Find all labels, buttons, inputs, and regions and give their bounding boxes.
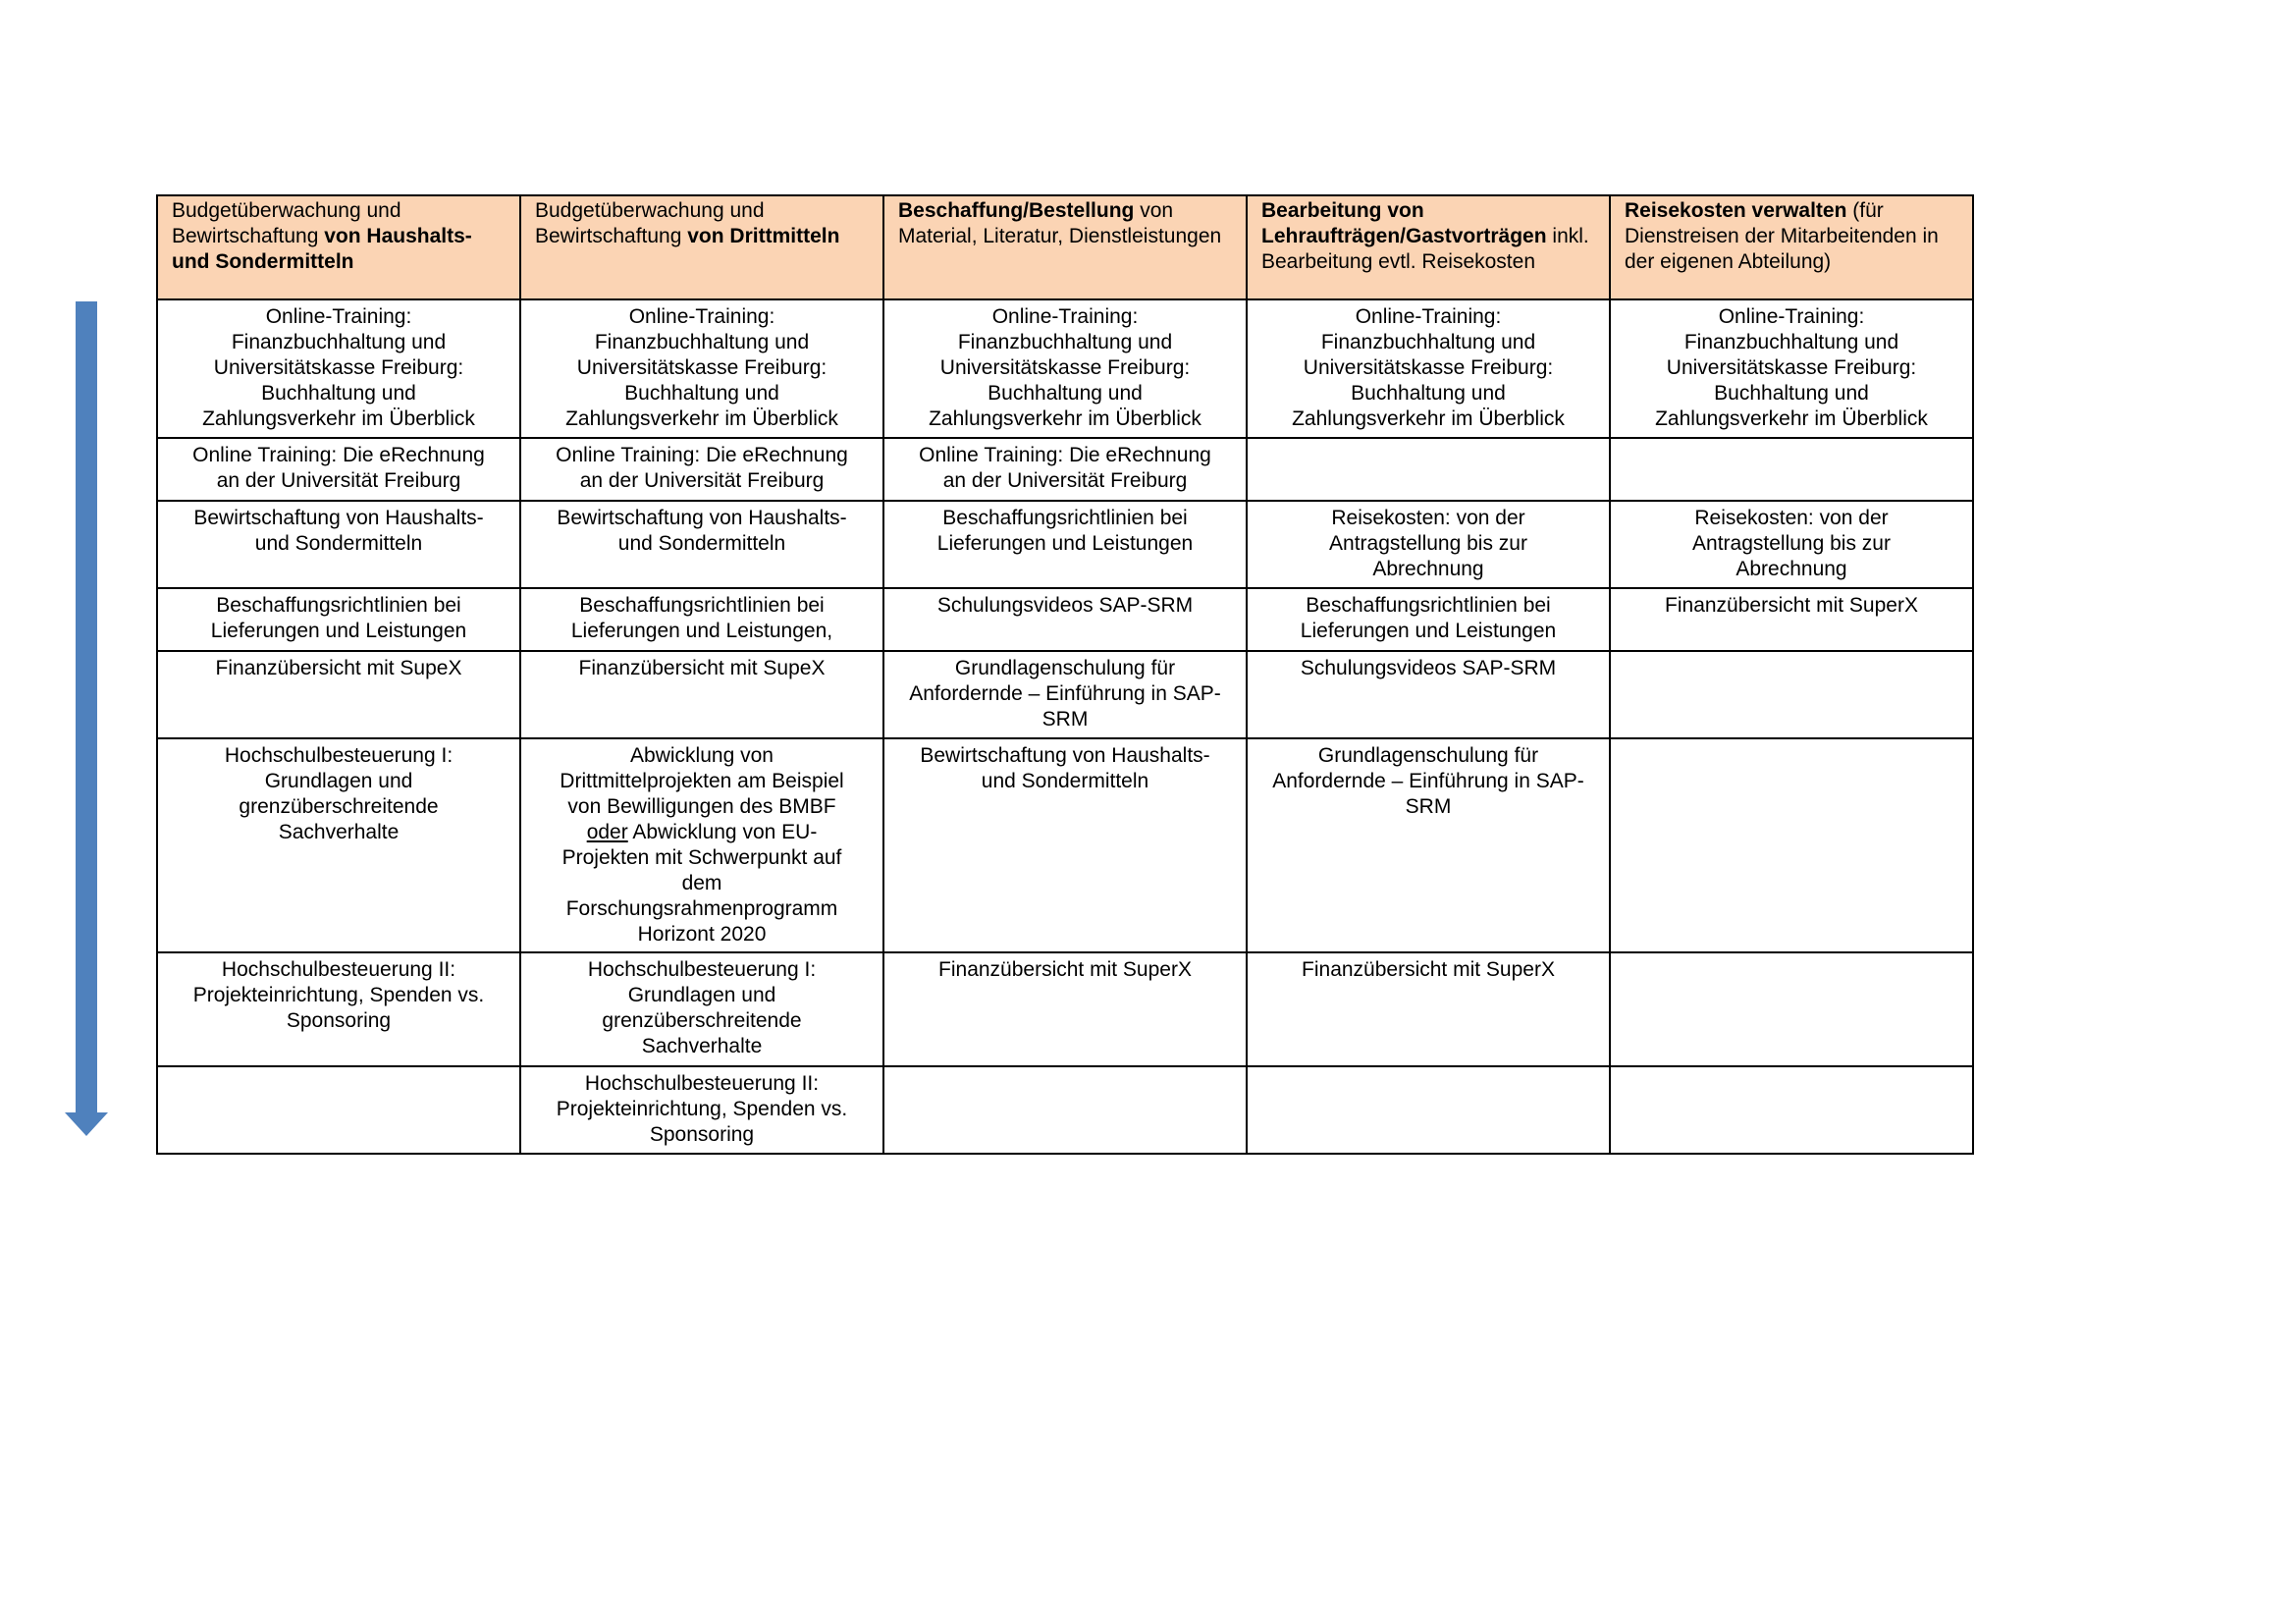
- cell-line: Bewirtschaftung von Haushalts-: [920, 744, 1210, 767]
- table-cell: [157, 738, 520, 952]
- cell-line: Buchhaltung und: [988, 382, 1143, 405]
- cell-line: Grundlagenschulung für: [954, 657, 1176, 679]
- table-row: [157, 501, 1973, 588]
- table-cell: [157, 651, 520, 738]
- cell-line: Projekteinrichtung, Spenden vs.: [556, 1098, 848, 1120]
- cell-line: Beschaffungsrichtlinien bei: [579, 594, 825, 617]
- cell-line: Anfordernde – Einführung in SAP-: [909, 682, 1221, 705]
- table-cell: [1610, 952, 1973, 1066]
- cell-line: Bewirtschaftung von Haushalts-: [557, 507, 847, 529]
- cell-line: Lieferungen und Leistungen: [1300, 620, 1557, 642]
- table-row: [157, 738, 1973, 952]
- cell-line: Zahlungsverkehr im Überblick: [565, 407, 838, 430]
- cell-line: Zahlungsverkehr im Überblick: [1292, 407, 1565, 430]
- table-cell: [1610, 438, 1973, 501]
- cell-line: und Sondermitteln: [254, 532, 423, 555]
- cell-line: Zahlungsverkehr im Überblick: [1655, 407, 1928, 430]
- cell-line: Finanzbuchhaltung und: [1683, 331, 1899, 353]
- cell-line: SRM: [1405, 795, 1452, 818]
- table-cell: [157, 438, 520, 501]
- cell-line: Universitätskasse Freiburg:: [1666, 356, 1917, 379]
- cell-line: Projekten mit Schwerpunkt auf: [561, 846, 842, 869]
- table-cell: [1610, 738, 1973, 952]
- table-cell: [520, 738, 883, 952]
- cell-line: Universitätskasse Freiburg:: [939, 356, 1191, 379]
- cell-line: Finanzbuchhaltung und: [957, 331, 1173, 353]
- table-row: [157, 952, 1973, 1066]
- cell-line: Universitätskasse Freiburg:: [576, 356, 828, 379]
- cell-line: Abrechnung: [1372, 558, 1484, 580]
- cell-line: Horizont 2020: [637, 923, 767, 946]
- table-cell: [883, 738, 1247, 952]
- cell-line: an der Universität Freiburg: [942, 469, 1188, 492]
- cell-line: Universitätskasse Freiburg:: [1303, 356, 1554, 379]
- cell-line: Finanzbuchhaltung und: [231, 331, 447, 353]
- table-cell: [1247, 738, 1610, 952]
- table-row: [157, 1066, 1973, 1154]
- cell-line: Online Training: Die eRechnung: [919, 444, 1211, 466]
- cell-line: Lieferungen und Leistungen: [936, 532, 1194, 555]
- table-cell: [520, 438, 883, 501]
- cell-line: und Sondermitteln: [981, 770, 1149, 792]
- cell-line: Abwicklung von: [630, 744, 774, 767]
- cell-line: Online-Training:: [991, 305, 1139, 328]
- table-cell: [520, 299, 883, 438]
- table-cell: [1610, 651, 1973, 738]
- cell-line: Hochschulbesteuerung I:: [224, 744, 454, 767]
- arrow-head: [65, 1112, 108, 1136]
- table-cell: [883, 501, 1247, 588]
- cell-line: Buchhaltung und: [1351, 382, 1506, 405]
- table-cell: [883, 651, 1247, 738]
- header-cell-lehrauftraege: Bearbeitung von Lehraufträgen/Gastvorträgen inkl. Bearbeitung evtl. Reisekosten: [1247, 195, 1610, 299]
- table-cell: [157, 501, 520, 588]
- cell-line: Anfordernde – Einführung in SAP-: [1272, 770, 1584, 792]
- cell-line: Grundlagen und: [627, 984, 776, 1006]
- cell-line: Finanzübersicht mit SupeX: [578, 657, 826, 679]
- cell-line: Finanzbuchhaltung und: [594, 331, 810, 353]
- cell-line: Lieferungen und Leistungen,: [570, 620, 833, 642]
- cell-line: Grundlagen und: [264, 770, 413, 792]
- table-cell: [1247, 588, 1610, 651]
- header-cell-drittmittel: Budgetüberwachung und Bewirtschaftung von Drittmitteln: [520, 195, 883, 299]
- cell-line: Finanzübersicht mit SuperX: [1302, 958, 1555, 981]
- cell-line: an der Universität Freiburg: [216, 469, 461, 492]
- cell-line: Reisekosten: von der: [1694, 507, 1889, 529]
- cell-line: und Sondermitteln: [617, 532, 786, 555]
- cell-line: Finanzübersicht mit SuperX: [1665, 594, 1918, 617]
- table-cell: [1247, 651, 1610, 738]
- cell-line: Lieferungen und Leistungen: [210, 620, 467, 642]
- cell-line: Buchhaltung und: [624, 382, 779, 405]
- table-cell: [520, 588, 883, 651]
- table-cell: [1247, 1066, 1610, 1154]
- table-row: [157, 651, 1973, 738]
- header-row: [157, 195, 1973, 299]
- cell-line: Finanzbuchhaltung und: [1320, 331, 1536, 353]
- cell-line: Sponsoring: [649, 1123, 755, 1146]
- cell-line: Beschaffungsrichtlinien bei: [216, 594, 461, 617]
- cell-line: Universitätskasse Freiburg:: [213, 356, 464, 379]
- cell-line: Abrechnung: [1735, 558, 1847, 580]
- cell-line: Online Training: Die eRechnung: [556, 444, 848, 466]
- cell-line: Hochschulbesteuerung II:: [221, 958, 456, 981]
- cell-line: Forschungsrahmenprogramm: [565, 897, 838, 920]
- table-cell: [520, 651, 883, 738]
- cell-line: Hochschulbesteuerung II:: [584, 1072, 820, 1095]
- table-cell: [883, 299, 1247, 438]
- cell-line: Drittmittelprojekten am Beispiel: [560, 770, 844, 792]
- cell-line: Schulungsvideos SAP-SRM: [1300, 657, 1557, 679]
- cell-line: Online-Training:: [1718, 305, 1865, 328]
- cell-line: Antragstellung bis zur: [1692, 532, 1891, 555]
- table-cell: [157, 588, 520, 651]
- arrow-shaft: [76, 301, 97, 1112]
- training-plan-body: [157, 195, 1973, 1154]
- table-cell: [1610, 1066, 1973, 1154]
- table-row: [157, 299, 1973, 438]
- cell-line: oder Abwicklung von EU-: [586, 821, 818, 843]
- table-row: [157, 438, 1973, 501]
- training-plan-table: [156, 194, 1974, 1155]
- table-cell: [157, 299, 520, 438]
- cell-line: dem: [681, 872, 722, 894]
- cell-line: Finanzübersicht mit SupeX: [215, 657, 462, 679]
- cell-line: grenzüberschreitende: [239, 795, 439, 818]
- table-cell: [1610, 501, 1973, 588]
- table-cell: [157, 952, 520, 1066]
- table-cell: [1610, 299, 1973, 438]
- cell-line: Finanzübersicht mit SuperX: [938, 958, 1192, 981]
- cell-line: Hochschulbesteuerung I:: [587, 958, 817, 981]
- cell-line: Zahlungsverkehr im Überblick: [202, 407, 475, 430]
- table-cell: [157, 1066, 520, 1154]
- cell-line: Online-Training:: [265, 305, 412, 328]
- table-cell: [883, 438, 1247, 501]
- table-cell: [883, 1066, 1247, 1154]
- cell-line: Projekteinrichtung, Spenden vs.: [192, 984, 485, 1006]
- table-row: [157, 588, 1973, 651]
- cell-line: Buchhaltung und: [1714, 382, 1869, 405]
- table-cell: [1247, 501, 1610, 588]
- cell-line: Online-Training:: [1355, 305, 1502, 328]
- header-cell-haushalt: Budgetüberwachung und Bewirtschaftung von Haushalts- und Sondermitteln: [157, 195, 520, 299]
- cell-line: Sachverhalte: [278, 821, 400, 843]
- cell-line: Beschaffungsrichtlinien bei: [1306, 594, 1551, 617]
- cell-line: grenzüberschreitende: [602, 1009, 802, 1032]
- cell-line: Beschaffungsrichtlinien bei: [942, 507, 1188, 529]
- cell-line: Schulungsvideos SAP-SRM: [936, 594, 1194, 617]
- header-cell-beschaffung: Beschaffung/Bestellung von Material, Literatur, Dienstleistungen: [883, 195, 1247, 299]
- cell-line: Zahlungsverkehr im Überblick: [929, 407, 1201, 430]
- cell-line: SRM: [1041, 708, 1089, 731]
- cell-line: Buchhaltung und: [261, 382, 416, 405]
- cell-line: Grundlagenschulung für: [1317, 744, 1539, 767]
- cell-line: Bewirtschaftung von Haushalts-: [193, 507, 484, 529]
- table-cell: [1247, 299, 1610, 438]
- cell-line: Sachverhalte: [641, 1035, 763, 1057]
- cell-line: Online Training: Die eRechnung: [192, 444, 485, 466]
- table-cell: [883, 588, 1247, 651]
- cell-line: an der Universität Freiburg: [579, 469, 825, 492]
- table-cell: [1610, 588, 1973, 651]
- table-cell: [520, 501, 883, 588]
- down-arrow-icon: [65, 301, 108, 1136]
- header-cell-reisekosten: Reisekosten verwalten (für Dienstreisen der Mitarbeitenden in der eigenen Abteilung): [1610, 195, 1973, 299]
- table-cell: [1247, 952, 1610, 1066]
- cell-line: Sponsoring: [286, 1009, 392, 1032]
- table-cell: [883, 952, 1247, 1066]
- cell-line: von Bewilligungen des BMBF: [567, 795, 836, 818]
- table-cell: [520, 952, 883, 1066]
- cell-line: Online-Training:: [628, 305, 775, 328]
- table-cell: [520, 1066, 883, 1154]
- cell-line: Reisekosten: von der: [1331, 507, 1525, 529]
- cell-line: Antragstellung bis zur: [1329, 532, 1527, 555]
- table-cell: [1247, 438, 1610, 501]
